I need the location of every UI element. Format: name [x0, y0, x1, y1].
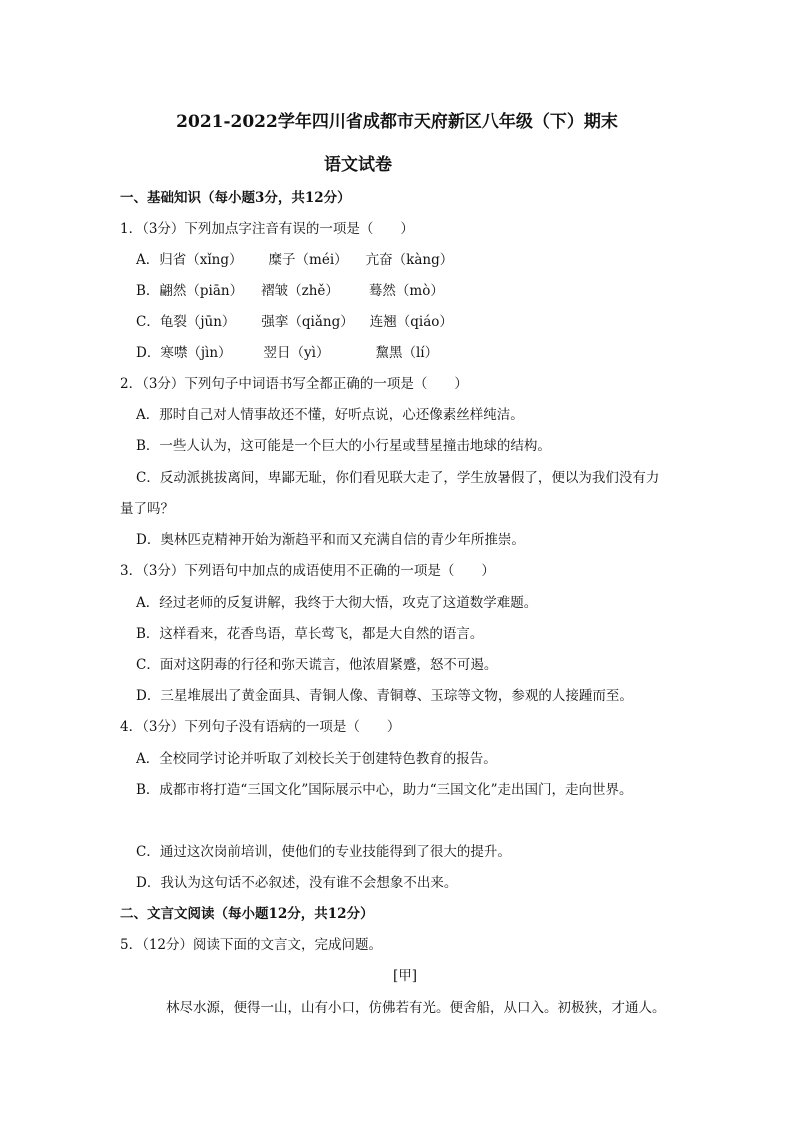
q1-c-word-3: 连翘（qiáo） — [369, 314, 453, 330]
question-4-stem: 4．（3分）下列句子没有语病的一项是（ ） — [120, 719, 401, 735]
question-1-stem: 1．（3分）下列加点字注音有误的一项是（ ） — [120, 221, 414, 237]
q1-a-word-1: A．归省（xǐng） — [136, 252, 243, 268]
q3-option-b: B．这样看来，花香鸟语，草长莺飞，都是大自然的语言。 — [136, 626, 484, 642]
section-heading-basic: 一、基础知识（每小题3分，共12分） — [120, 190, 351, 206]
q4-option-b: B．成都市将打造“三国文化”国际展示中心，助力“三国文化”走出国门，走向世界。 — [136, 782, 633, 798]
q1-option-d — [136, 343, 438, 363]
q3-option-a: A．经过老师的反复讲解，我终于大彻大悟，攻克了这道数学难题。 — [136, 595, 538, 611]
q1-c-word-1: C．龟裂（jūn） — [136, 314, 236, 330]
q1-d-word-2: 翌日（yì） — [263, 345, 330, 361]
q1-b-word-3: 蓦然（mò） — [368, 283, 444, 299]
passage-text: 林尽水源，便得一山，山有小口，仿佛若有光。便舍船，从口入。初极狭，才通人。 — [166, 1000, 666, 1016]
q3-option-c: C．面对这阴毒的行径和弥天谎言，他浓眉紧蹙，怒不可遏。 — [136, 657, 498, 673]
q2-option-d: D．奥林匹克精神开始为渐趋平和而又充满自信的青少年所推崇。 — [136, 532, 525, 548]
question-3-stem: 3．（3分）下列语句中加点的成语使用不正确的一项是（ ） — [120, 563, 495, 579]
q4-option-c: C．通过这次岗前培训，使他们的专业技能得到了很大的提升。 — [136, 844, 511, 860]
exam-subtitle: 语文试卷 — [324, 155, 392, 175]
question-5-stem: 5．（12分）阅读下面的文言文，完成问题。 — [120, 937, 383, 953]
section-heading-classical: 二、文言文阅读（每小题12分，共12分） — [120, 906, 374, 922]
q1-d-word-1: D．寒噤（jìn） — [136, 345, 232, 361]
question-2-stem: 2．（3分）下列句子中词语书写全都正确的一项是（ ） — [120, 376, 468, 392]
q1-option-a — [136, 250, 453, 270]
passage-label: [甲] — [393, 968, 418, 984]
q2-option-a: A．那时自己对人情事故还不懂，好听点说，心还像素丝样纯洁。 — [136, 407, 524, 423]
q1-b-word-2: 褶皱（zhě） — [261, 283, 339, 299]
q4-option-a: A．全校同学讨论并听取了刘校长关于创建特色教育的报告。 — [136, 751, 497, 767]
q4-option-d: D．我认为这句话不必叙述，没有谁不会想象不出来。 — [136, 875, 458, 891]
q1-b-word-1: B．翩然（piān） — [136, 283, 244, 299]
q1-option-c — [136, 312, 453, 332]
q1-a-word-2: 糜子（méi） — [268, 252, 348, 268]
q2-option-b: B．一些人认为，这可能是一个巨大的小行星或彗星撞击地球的结构。 — [136, 438, 551, 454]
q1-option-b — [136, 281, 444, 301]
q1-d-word-3: 黧黑（lí） — [375, 345, 439, 361]
q1-c-word-2: 强挛（qiǎng） — [261, 314, 354, 330]
q3-option-d: D．三星堆展出了黄金面具、青铜人像、青铜尊、玉琮等文物，参观的人接踵而至。 — [136, 688, 633, 704]
q1-a-word-3: 亢奋（kàng） — [365, 252, 454, 268]
exam-title: 2021-2022学年四川省成都市天府新区八年级（下）期末 — [176, 112, 618, 132]
q2-option-c-line-1: C．反动派挑拔离间，卑鄙无耻，你们看见联大走了，学生放暑假了，便以为我们没有力 — [136, 470, 660, 486]
q2-option-c-line-2: 量了吗？ — [120, 501, 174, 517]
